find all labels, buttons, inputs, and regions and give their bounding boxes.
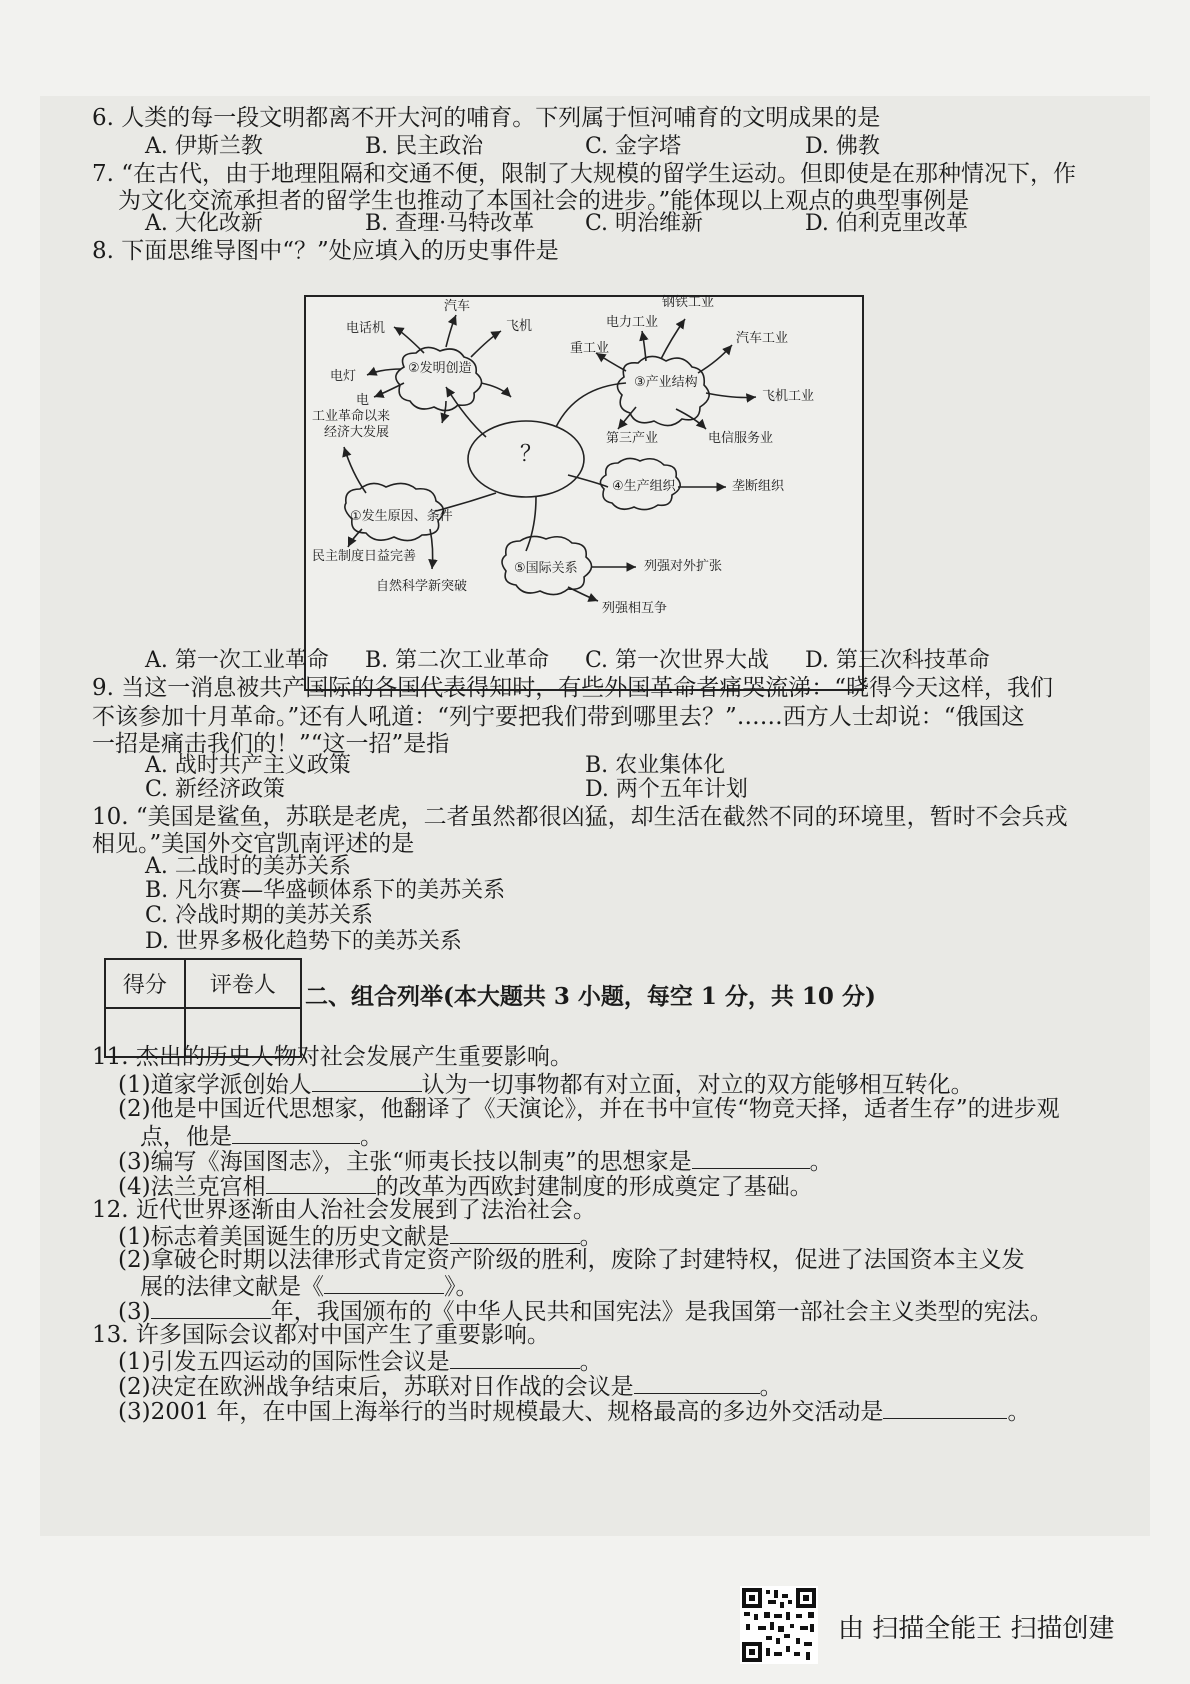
q10-stem-line2: 相见。”美国外交官凯南评述的是 xyxy=(92,831,415,857)
q11-part1-text-b: 认为一切事物都有对立面，对立的双方能够相互转化。 xyxy=(421,1072,974,1098)
q12-part3-text-b: 年，我国颁布的《中华人民共和国宪法》是我国第一部社会主义类型的宪法。 xyxy=(270,1299,1053,1325)
q13-part2-text-b: 。 xyxy=(759,1374,783,1400)
node-international: ⑤国际关系 xyxy=(514,561,578,576)
q8-stem: 8. 下面思维导图中“？”处应填入的历史事件是 xyxy=(92,238,559,264)
leaf-steel: 钢铁工业 xyxy=(662,295,715,310)
q9-stem-line1: 9. 当这一消息被共产国际的各国代表得知时，有些外国革命者痛哭流涕：“晓得今天这样，我们 xyxy=(92,675,1054,701)
q9-option-b: B. 农业集体化 xyxy=(585,753,726,778)
leaf-econ-line2: 经济大发展 xyxy=(324,425,390,440)
q7-option-b: B. 查理·马特改革 xyxy=(365,211,535,236)
leaf-expansion: 列强对外扩张 xyxy=(644,559,723,574)
q12-part2-text-a: 展的法律文献是《 xyxy=(140,1274,324,1300)
node-invention: ②发明创造 xyxy=(408,361,472,376)
q11-part4-text-a: (4)法兰克宫相 xyxy=(118,1174,266,1200)
q11-part2-line1: (2)他是中国近代思想家，他翻译了《天演论》，并在书中宣传“物竞天择，适者生存”的进步观 xyxy=(118,1096,1060,1122)
node-industry: ③产业结构 xyxy=(634,375,698,390)
q13-part3 xyxy=(118,1396,1030,1426)
scanner-footer xyxy=(740,1586,1180,1666)
q13-part3-text-a: (3)2001 年，在中国上海举行的当时规模最大、规格最高的多边外交活动是 xyxy=(118,1399,884,1425)
q10-option-b: B. 凡尔赛—华盛顿体系下的美苏关系 xyxy=(145,878,506,903)
q8-option-a: A. 第一次工业革命 xyxy=(145,648,329,673)
q12-part1-text-b: 。 xyxy=(579,1224,603,1250)
node-cause: ①发生原因、条件 xyxy=(350,509,453,524)
q11-part3-text-b: 。 xyxy=(809,1149,833,1175)
leaf-econ-line1: 工业革命以来 xyxy=(312,409,391,424)
q6-stem: 6. 人类的每一段文明都离不开大河的哺育。下列属于恒河哺育的文明成果的是 xyxy=(92,105,881,131)
q6-option-a: A. 伊斯兰教 xyxy=(145,134,263,159)
q11-part4-text-b: 的改革为西欧封建制度的形成奠定了基础。 xyxy=(375,1174,813,1200)
leaf-power: 电力工业 xyxy=(606,315,659,330)
q9-option-c: C. 新经济政策 xyxy=(145,777,286,802)
q12-stem: 12. 近代世界逐渐由人治社会发展到了法治社会。 xyxy=(92,1197,596,1223)
q12-part2-line1: (2)拿破仑时期以法律形式肯定资产阶级的胜利，废除了封建特权，促进了法国资本主义发 xyxy=(118,1247,1025,1273)
q9-option-d: D. 两个五年计划 xyxy=(585,777,748,802)
qr-code-icon xyxy=(740,1586,818,1664)
q6-option-b: B. 民主政治 xyxy=(365,134,484,159)
q13-blank-1[interactable] xyxy=(450,1346,580,1369)
q9-stem-line2: 不该参加十月革命。”还有人吼道：“列宁要把我们带到哪里去？”……西方人士却说：“俄国这 xyxy=(92,704,1025,730)
leaf-democracy: 民主制度日益完善 xyxy=(312,549,417,564)
q12-part1-text-a: (1)标志着美国诞生的历史文献是 xyxy=(118,1224,450,1250)
scanner-footer-text: 由 扫描全能王 扫描创建 xyxy=(838,1614,1115,1644)
q10-option-a: A. 二战时的美苏关系 xyxy=(145,854,351,879)
leaf-tertiary: 第三产业 xyxy=(606,431,659,446)
q11-part1-text-a: (1)道家学派创始人 xyxy=(118,1072,312,1098)
section-2-title: 二、组合列举(本大题共 3 小题，每空 1 分，共 10 分) xyxy=(305,983,876,1010)
leaf-science: 自然科学新突破 xyxy=(376,579,468,594)
mind-map-diagram xyxy=(304,295,864,691)
q11-blank-4[interactable] xyxy=(266,1171,376,1194)
q11-part2-text-b: 。 xyxy=(360,1124,383,1150)
q12-blank-1[interactable] xyxy=(450,1221,580,1244)
q7-option-d: D. 伯利克里改革 xyxy=(805,211,968,236)
q13-part1-text-a: (1)引发五四运动的国际性会议是 xyxy=(118,1349,450,1375)
q10-option-c: C. 冷战时期的美苏关系 xyxy=(145,903,374,928)
q8-option-b: B. 第二次工业革命 xyxy=(365,648,550,673)
q9-stem-line3: 一招是痛击我们的！”“这一招”是指 xyxy=(92,731,450,757)
leaf-lamp: 电灯 xyxy=(330,369,357,384)
q12-part2-text-b: 》。 xyxy=(444,1274,479,1300)
q11-part3-text-a: (3)编写《海国图志》，主张“师夷长技以制夷”的思想家是 xyxy=(118,1149,692,1175)
q10-option-d: D. 世界多极化趋势下的美苏关系 xyxy=(145,929,462,954)
q11-part2-text-a: 点，他是 xyxy=(140,1124,232,1150)
q8-option-c: C. 第一次世界大战 xyxy=(585,648,770,673)
q12-blank-2[interactable] xyxy=(324,1271,444,1294)
q13-part2-text-a: (2)决定在欧洲战争结束后，苏联对日作战的会议是 xyxy=(118,1374,634,1400)
q7-stem-line1: 7. “在古代，由于地理阻隔和交通不便，限制了大规模的留学生运动。但即使是在那种情况下，作 xyxy=(92,161,1077,187)
q11-stem: 11. 杰出的历史人物对社会发展产生重要影响。 xyxy=(92,1044,573,1070)
q13-part3-text-b: 。 xyxy=(1007,1399,1031,1425)
q7-option-a: A. 大化改新 xyxy=(145,211,263,236)
leaf-telephone: 电话机 xyxy=(346,321,386,336)
node-invention-blob xyxy=(396,347,482,410)
q9-option-a: A. 战时共产主义政策 xyxy=(145,753,351,778)
q13-part1-text-b: 。 xyxy=(579,1349,603,1375)
grader-header: 评卷人 xyxy=(185,959,301,1008)
q11-blank-3[interactable] xyxy=(692,1146,810,1169)
q13-blank-2[interactable] xyxy=(634,1371,760,1394)
q11-blank-2[interactable] xyxy=(232,1121,360,1144)
q7-stem-line2: 为文化交流承担者的留学生也推动了本国社会的进步。”能体现以上观点的典型事例是 xyxy=(118,188,970,214)
q10-stem-line1: 10. “美国是鲨鱼，苏联是老虎，二者虽然都很凶猛，却生活在截然不同的环境里，暂时不会兵戎 xyxy=(92,804,1068,830)
leaf-aviation: 飞机工业 xyxy=(762,389,815,404)
q13-stem: 13. 许多国际会议都对中国产生了重要影响。 xyxy=(92,1322,550,1348)
leaf-struggle: 列强相互争 xyxy=(602,601,668,616)
leaf-electricity: 电 xyxy=(356,393,370,408)
q13-blank-3[interactable] xyxy=(883,1396,1007,1419)
q12-part3-text-a: (3) xyxy=(118,1299,151,1325)
center-question: ？ xyxy=(520,442,543,467)
score-header: 得分 xyxy=(105,959,185,1008)
leaf-auto: 汽车工业 xyxy=(736,331,789,346)
q6-option-c: C. 金字塔 xyxy=(585,134,682,159)
q12-blank-3[interactable] xyxy=(151,1296,271,1319)
leaf-airplane: 飞机 xyxy=(506,319,533,334)
q11-blank-1[interactable] xyxy=(312,1069,422,1092)
node-industry-blob xyxy=(617,356,709,425)
leaf-monopoly: 垄断组织 xyxy=(732,479,785,494)
leaf-car: 汽车 xyxy=(444,299,471,314)
leaf-heavy: 重工业 xyxy=(570,341,610,356)
leaf-telecom: 电信服务业 xyxy=(708,431,774,446)
q7-option-c: C. 明治维新 xyxy=(585,211,704,236)
node-production: ④生产组织 xyxy=(612,479,676,494)
q6-option-d: D. 佛教 xyxy=(805,134,880,159)
q8-option-d: D. 第三次科技革命 xyxy=(805,648,990,673)
